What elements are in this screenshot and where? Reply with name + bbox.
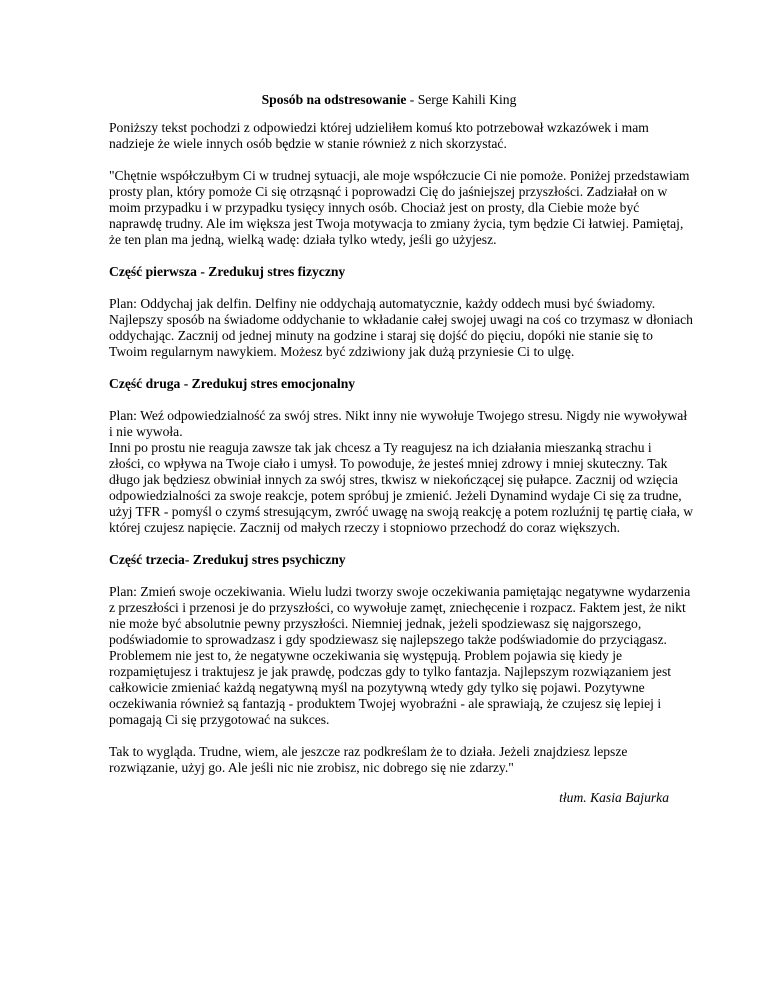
document-page [109, 92, 694, 806]
text-line: Tak to wygląda. Trudne, wiem, ale jeszcze raz podkreślam że to działa. Jeżeli znajdziesz lepsze [109, 744, 628, 759]
text-line: Plan: Zmień swoje oczekiwania. Wielu ludzi tworzy swoje oczekiwania pamiętając negatywne wydarzenia [109, 584, 691, 599]
text-line: z przeszłości i przenosi je do przyszłości, co wywołuje zamęt, zniechęcenie i rozpacz. Faktem jest, że nikt [109, 600, 686, 615]
text-line: Twoim regularnym nawykiem. Możesz być zdziwiony jak dużą przyniesie Ci to ulgę. [109, 344, 575, 359]
intro-paragraph [109, 120, 669, 152]
text-line: "Chętnie współczułbym Ci w trudnej sytuacji, ale moje współczucie Ci nie pomoże. Poniżej przedstawiam [109, 168, 690, 183]
text-line: prosty plan, który pomoże Ci się otrząsnąć i poprowadzi Cię do jaśniejszej przyszłości. Zadziałał on w [109, 184, 668, 199]
section-2-heading: Część druga - Zredukuj stres emocjonalny [109, 376, 356, 391]
section-3-paragraph [109, 584, 691, 728]
text-line: użyj TFR - pomyśl o czymś stresującym, zwróć uwagę na swoją reakcję a potem rozluźnij tę partię ciała, w [109, 504, 694, 519]
closing-paragraph [109, 744, 669, 776]
text-line: całkowicie zmieniać każdą negatywną myśl na pozytywną wtedy gdy tylko się pojawi. Pozytywne [109, 680, 645, 695]
section-1-heading: Część pierwsza - Zredukuj stres fizyczny [109, 264, 346, 279]
title-bold: Sposób na odstresowanie [261, 92, 407, 107]
text-line: Plan: Weź odpowiedzialność za swój stres. Nikt inny nie wywołuje Twojego stresu. Nigdy nie wywoływał [109, 408, 688, 423]
text-line: oczekiwania również są fantazją - produktem Twojej wyobraźni - ale sprawiają, że czujesz się lepiej i [109, 696, 662, 711]
text-line: której czujesz napięcie. Zacznij od małych rzeczy i stopniowo przechodź do coraz większych. [109, 520, 621, 535]
text-line: Poniższy tekst pochodzi z odpowiedzi której udzieliłem komuś kto potrzebował wzkazówek i mam [109, 120, 649, 135]
text-line: naprawdę trudny. Ale im większa jest Twoja motywacja to zmiany życia, tym będzie Ci łatwiej. Pamiętaj, [109, 216, 684, 231]
text-line: odpowiedzialności za swoje reakcje, potem spróbuj je zmienić. Jeżeli Dynamind wydaje Ci się za trudne, [109, 488, 682, 503]
text-line: długo jak będziesz obwiniał innych za swój stres, tkwisz w niekończącej się pułapce. Zacznij od wzięcia [109, 472, 678, 487]
text-line: Inni po prostu nie reaguja zawsze tak jak chcesz a Ty reagujesz na ich działania mieszanką strachu i [109, 440, 652, 455]
section-1-paragraph [109, 296, 693, 360]
text-line: złości, co wpływa na Twoje ciało i umysł. To powoduje, że jesteś mniej zdrowy i mniej skuteczny. Tak [109, 456, 668, 471]
text-line: Plan: Oddychaj jak delfin. Delfiny nie oddychają automatycznie, każdy oddech musi być świadomy. [109, 296, 656, 311]
text-line: że ten plan ma jedną, wielką wadę: działa tylko wtedy, jeśli go użyjesz. [109, 232, 497, 247]
text-line: nadzieje że wiele innych osób będzie w stanie również z nich skorzystać. [109, 136, 507, 151]
text-line: oddychając. Zacznij od jednej minuty na godzine i staraj się dojść do pięciu, dopóki nie stanie się to [109, 328, 653, 343]
document-title [109, 92, 669, 108]
text-line: rozpamiętujesz i traktujesz je jak prawdę, podczas gdy to tylko fantazja. Najlepszym rozwiązaniem jest [109, 664, 672, 679]
quote-paragraph [109, 168, 690, 248]
text-line: rozwiązanie, użyj go. Ale jeśli nic nie zrobisz, nic dobrego się nie zdarzy." [109, 760, 514, 775]
section-3-heading: Część trzecia- Zredukuj stres psychiczny [109, 552, 346, 567]
text-line: i nie wywoła. [109, 424, 183, 439]
text-line: podświadomie to sprowadzasz i gdy spodziewasz się najlepszego także podświadomie do przyciągasz. [109, 632, 667, 647]
section-2-paragraph [109, 408, 694, 536]
text-line: moim przypadku i w przypadku tysięcy innych osób. Chociaż jest on prosty, dla Ciebie może być [109, 200, 640, 215]
text-line: Najlepszy sposób na świadome oddychanie to wkładanie całej swojej uwagi na coś co trzymasz w dłoniach [109, 312, 693, 327]
text-line: Problemem nie jest to, że negatywne oczekiwania się występują. Problem pojawia się kiedy je [109, 648, 623, 663]
translator-signature: tłum. Kasia Bajurka [559, 790, 669, 805]
text-line: pomagają Ci się przygotować na sukces. [109, 712, 330, 727]
title-author: - Serge Kahili King [406, 92, 517, 107]
text-line: nie może być absolutnie pewny przyszłości. Niemniej jednak, jeżeli spodziewasz się najgorszego, [109, 616, 642, 631]
